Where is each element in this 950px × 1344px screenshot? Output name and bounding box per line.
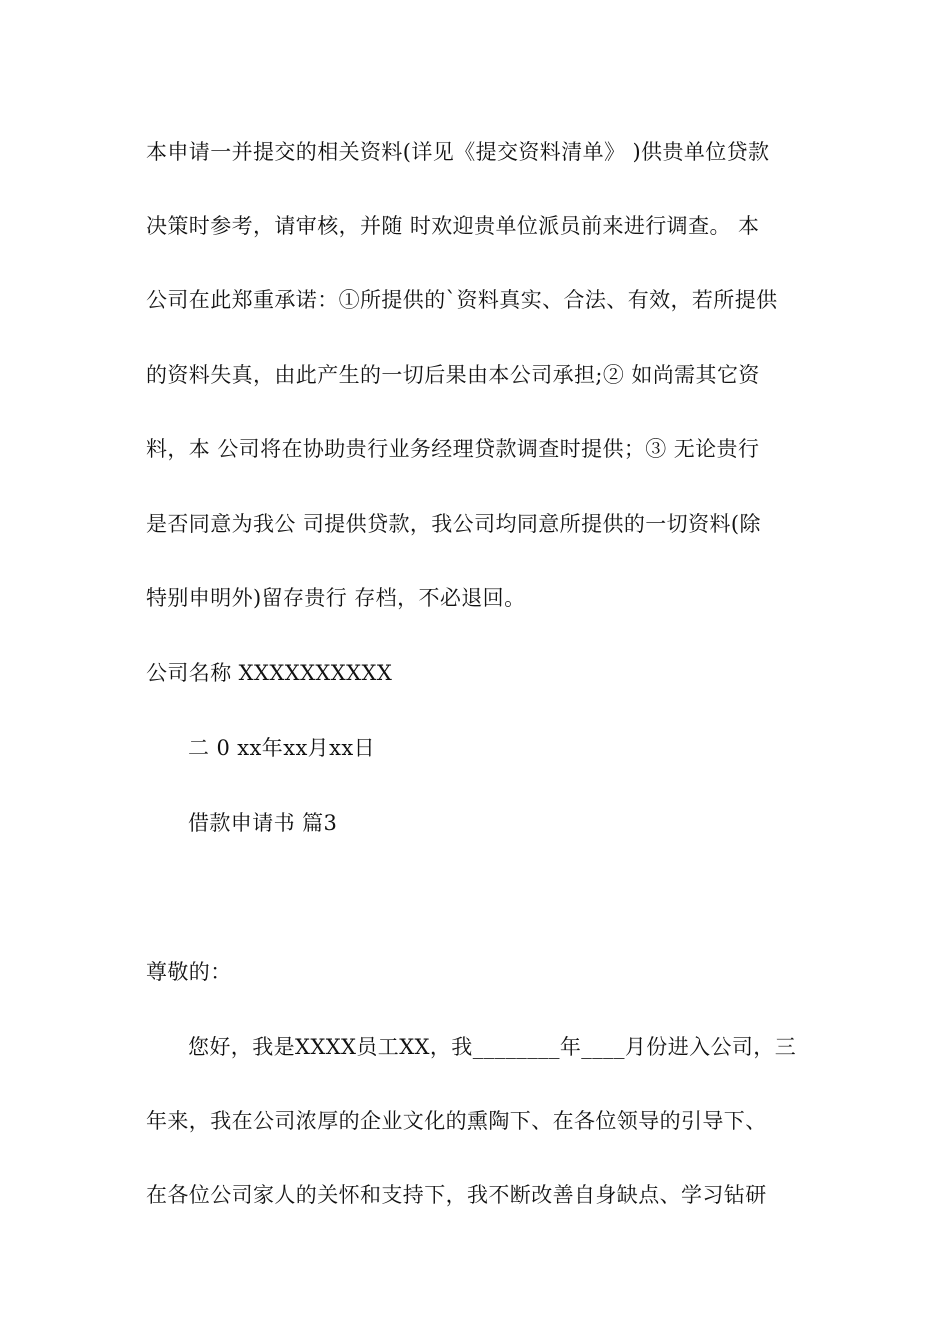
paragraph1-line-6: 是否同意为我公 司提供贷款，我公司均同意所提供的一切资料(除 [146, 512, 761, 536]
paragraph1-line-4: 的资料失真，由此产生的一切后果由本公司承担;② 如尚需其它资 [146, 363, 760, 387]
paragraph1-line-5: 料，本 公司将在协助贵行业务经理贷款调查时提供；③ 无论贵行 [146, 437, 760, 461]
paragraph2-line-2: 年来，我在公司浓厚的企业文化的熏陶下、在各位领导的引导下、 [146, 1109, 767, 1133]
section-title: 借款申请书 篇3 [188, 811, 338, 835]
paragraph2-line-1: 您好，我是XXXX员工XX，我________年____月份进入公司，三 [188, 1035, 797, 1059]
paragraph1-line-3: 公司在此郑重承诺：①所提供的`资料真实、合法、有效，若所提供 [146, 288, 778, 312]
date-line: 二 0 xx年xx月xx日 [188, 736, 375, 760]
paragraph2-line-3: 在各位公司家人的关怀和支持下，我不断改善自身缺点、学习钻研 [146, 1183, 767, 1207]
company-name-line: 公司名称 XXXXXXXXXX [146, 661, 393, 685]
paragraph1-line-1: 本申请一并提交的相关资料(详见《提交资料清单》 )供贵单位贷款 [146, 140, 770, 164]
paragraph1-line-2: 决策时参考，请审核，并随 时欢迎贵单位派员前来进行调查。 本 [146, 214, 760, 238]
paragraph1-line-7: 特别申明外)留存贵行 存档，不必退回。 [146, 586, 526, 610]
salutation: 尊敬的： [146, 960, 232, 984]
